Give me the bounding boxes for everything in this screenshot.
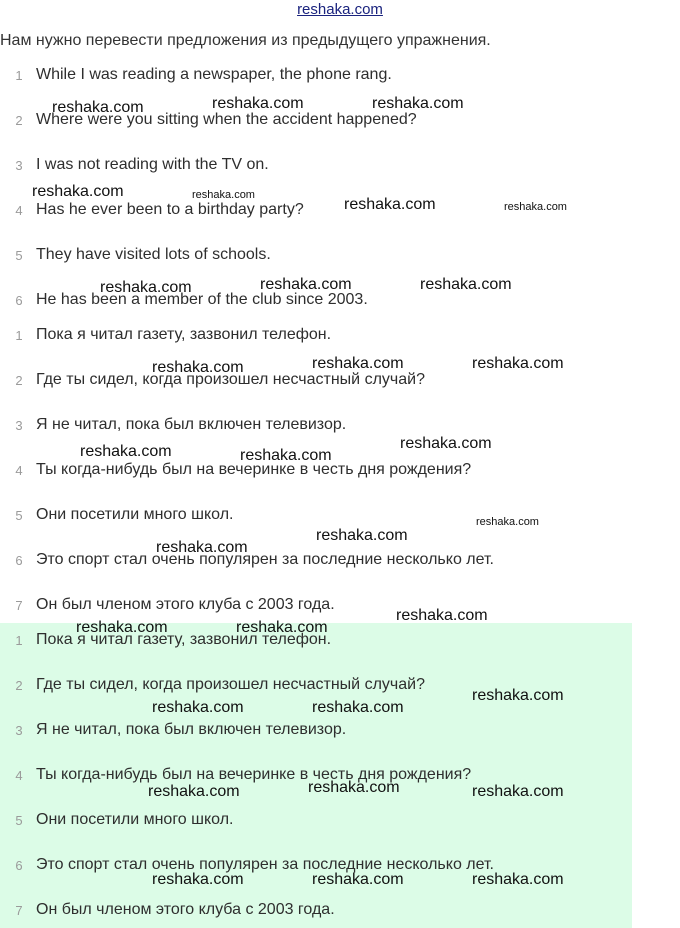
list-item bbox=[0, 416, 640, 438]
item-number: 1 bbox=[15, 633, 23, 648]
watermark: reshaka.com bbox=[420, 276, 512, 293]
item-number: 7 bbox=[15, 598, 23, 613]
answer-item bbox=[0, 901, 640, 923]
watermark: reshaka.com bbox=[344, 196, 436, 213]
watermark: reshaka.com bbox=[236, 619, 328, 636]
sentence-text: Они посетили много школ. bbox=[36, 811, 234, 828]
sentence-text: Он был членом этого клуба с 2003 года. bbox=[36, 901, 335, 918]
watermark: reshaka.com bbox=[32, 183, 124, 200]
item-number: 5 bbox=[15, 813, 23, 828]
sentence-text: Это спорт стал очень популярен за последние несколько лет. bbox=[36, 856, 494, 873]
item-number: 1 bbox=[15, 68, 23, 83]
watermark: reshaka.com bbox=[472, 355, 564, 372]
watermark: reshaka.com bbox=[148, 783, 240, 800]
sentence-text: Я не читал, пока был включен телевизор. bbox=[36, 721, 347, 738]
watermark: reshaka.com bbox=[240, 447, 332, 464]
list-item bbox=[0, 371, 640, 393]
sentence-text: Has he ever been to a birthday party? bbox=[36, 201, 304, 218]
list-item bbox=[0, 291, 640, 313]
watermark: reshaka.com bbox=[476, 516, 539, 528]
sentence-text: Пока я читал газету, зазвонил телефон. bbox=[36, 631, 332, 648]
watermark: reshaka.com bbox=[80, 443, 172, 460]
sentence-text: Я не читал, пока был включен телевизор. bbox=[36, 416, 347, 433]
answer-item bbox=[0, 721, 640, 743]
sentence-text: Они посетили много школ. bbox=[36, 506, 234, 523]
watermark: reshaka.com bbox=[156, 539, 248, 556]
list-item bbox=[0, 551, 640, 573]
item-number: 2 bbox=[15, 373, 23, 388]
item-number: 5 bbox=[15, 248, 23, 263]
sentence-text: They have visited lots of schools. bbox=[36, 246, 271, 263]
item-number: 4 bbox=[15, 768, 23, 783]
watermark: reshaka.com bbox=[312, 871, 404, 888]
watermark: reshaka.com bbox=[152, 359, 244, 376]
sentence-text: Где ты сидел, когда произошел несчастный случай? bbox=[36, 371, 425, 388]
sentence-text: Where were you sitting when the accident happened? bbox=[36, 111, 417, 128]
list-item bbox=[0, 246, 640, 268]
watermark: reshaka.com bbox=[372, 95, 464, 112]
watermark: reshaka.com bbox=[472, 783, 564, 800]
item-number: 4 bbox=[15, 203, 23, 218]
sentence-text: While I was reading a newspaper, the phone rang. bbox=[36, 66, 392, 83]
list-item bbox=[0, 156, 640, 178]
watermark: reshaka.com bbox=[316, 527, 408, 544]
sentence-text: Где ты сидел, когда произошел несчастный случай? bbox=[36, 676, 425, 693]
sentence-text: Он был членом этого клуба с 2003 года. bbox=[36, 596, 335, 613]
list-item bbox=[0, 596, 640, 618]
watermark: reshaka.com bbox=[472, 687, 564, 704]
intro-text: Нам нужно перевести предложения из предыдущего упражнения. bbox=[0, 32, 491, 49]
watermark: reshaka.com bbox=[396, 607, 488, 624]
item-number: 2 bbox=[15, 678, 23, 693]
item-number: 4 bbox=[15, 463, 23, 478]
watermark: reshaka.com bbox=[152, 871, 244, 888]
item-number: 3 bbox=[15, 723, 23, 738]
watermark: reshaka.com bbox=[76, 619, 168, 636]
list-item bbox=[0, 326, 640, 348]
watermark: reshaka.com bbox=[308, 779, 400, 796]
item-number: 6 bbox=[15, 553, 23, 568]
watermark: reshaka.com bbox=[212, 95, 304, 112]
sentence-text: He has been a member of the club since 2003. bbox=[36, 291, 368, 308]
item-number: 5 bbox=[15, 508, 23, 523]
sentence-text: Пока я читал газету, зазвонил телефон. bbox=[36, 326, 332, 343]
sentence-text: Ты когда-нибудь был на вечеринке в честь дня рождения? bbox=[36, 766, 472, 783]
watermark: reshaka.com bbox=[312, 355, 404, 372]
watermark: reshaka.com bbox=[472, 871, 564, 888]
watermark: reshaka.com bbox=[152, 699, 244, 716]
item-number: 7 bbox=[15, 903, 23, 918]
sentence-text: Это спорт стал очень популярен за последние несколько лет. bbox=[36, 551, 494, 568]
watermark: reshaka.com bbox=[312, 699, 404, 716]
sentence-text: Ты когда-нибудь был на вечеринке в честь дня рождения? bbox=[36, 461, 472, 478]
item-number: 3 bbox=[15, 158, 23, 173]
watermark: reshaka.com bbox=[504, 201, 567, 213]
watermark: reshaka.com bbox=[400, 435, 492, 452]
item-number: 2 bbox=[15, 113, 23, 128]
list-item bbox=[0, 506, 640, 528]
watermark: reshaka.com bbox=[100, 279, 192, 296]
watermark: reshaka.com bbox=[192, 189, 255, 201]
site-link[interactable]: reshaka.com bbox=[297, 1, 383, 18]
item-number: 1 bbox=[15, 328, 23, 343]
item-number: 6 bbox=[15, 858, 23, 873]
watermark: reshaka.com bbox=[260, 276, 352, 293]
list-item bbox=[0, 66, 640, 88]
item-number: 3 bbox=[15, 418, 23, 433]
answer-item bbox=[0, 811, 640, 833]
watermark: reshaka.com bbox=[52, 99, 144, 116]
item-number: 6 bbox=[15, 293, 23, 308]
sentence-text: I was not reading with the TV on. bbox=[36, 156, 269, 173]
